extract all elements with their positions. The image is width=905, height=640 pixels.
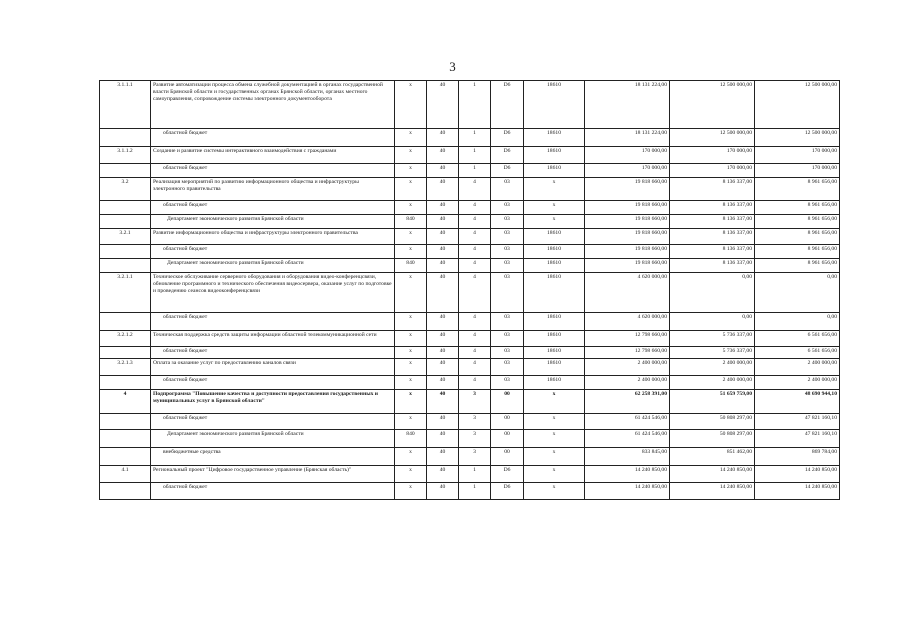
row-amount-year1: 19 818 660,00: [585, 178, 670, 201]
row-code: 3.2.1.3: [100, 359, 151, 376]
row-name: областной бюджет: [151, 129, 395, 147]
row-om: 00: [491, 414, 524, 430]
row-pp: 1: [459, 147, 491, 164]
row-name: областной бюджет: [151, 313, 395, 331]
row-name: Развитие автоматизации процесса обмена служебной документацией в органах государственной власти Брянской области и государственных органах Брянской области, органах местного самоуправления, сопровождение системы электронного документооборота: [151, 81, 395, 129]
row-amount-year3: 8 961 656,00: [755, 178, 840, 201]
row-code: [100, 215, 151, 229]
row-gp: 40: [427, 359, 459, 376]
row-name: Оплата за оказание услуг по предоставлению каналов связи: [151, 359, 395, 376]
table-row: [100, 259, 840, 273]
row-amount-year1: 61 424 546,00: [585, 414, 670, 430]
row-gp: 40: [427, 390, 459, 414]
row-gp: 40: [427, 466, 459, 483]
row-direction: 18610: [524, 273, 585, 313]
row-direction: 18610: [524, 81, 585, 129]
row-direction: 18610: [524, 331, 585, 347]
row-grbs: х: [395, 178, 427, 201]
row-gp: 40: [427, 215, 459, 229]
row-direction: х: [524, 414, 585, 430]
row-name: Региональный проект "Цифровое государственное управление (Брянская область)": [151, 466, 395, 483]
row-om: 03: [491, 359, 524, 376]
row-amount-year1: 170 000,00: [585, 164, 670, 178]
row-amount-year2: 8 136 337,00: [670, 229, 755, 245]
table-row: [100, 483, 840, 500]
row-pp: 4: [459, 215, 491, 229]
table-row: [100, 359, 840, 376]
row-gp: 40: [427, 448, 459, 466]
row-gp: 40: [427, 164, 459, 178]
row-pp: 4: [459, 376, 491, 390]
row-code: 3.2.1: [100, 229, 151, 245]
row-amount-year2: 170 000,00: [670, 147, 755, 164]
row-amount-year2: 50 808 297,00: [670, 430, 755, 448]
row-amount-year1: 12 798 660,00: [585, 347, 670, 359]
row-amount-year3: 48 690 944,10: [755, 390, 840, 414]
budget-table-body: [100, 81, 840, 500]
row-amount-year2: 8 136 337,00: [670, 215, 755, 229]
row-amount-year2: 851 462,00: [670, 448, 755, 466]
row-pp: 4: [459, 347, 491, 359]
row-om: 03: [491, 273, 524, 313]
row-direction: х: [524, 390, 585, 414]
row-amount-year1: 19 818 660,00: [585, 201, 670, 215]
row-amount-year3: 12 500 000,00: [755, 81, 840, 129]
table-row: [100, 164, 840, 178]
row-gp: 40: [427, 245, 459, 259]
row-amount-year1: 19 818 660,00: [585, 215, 670, 229]
row-grbs: х: [395, 347, 427, 359]
row-amount-year3: 14 240 850,00: [755, 483, 840, 500]
row-amount-year3: 6 561 656,00: [755, 347, 840, 359]
row-grbs: х: [395, 466, 427, 483]
row-amount-year1: 4 620 000,00: [585, 313, 670, 331]
row-direction: х: [524, 430, 585, 448]
row-name: областной бюджет: [151, 245, 395, 259]
row-amount-year2: 12 500 000,00: [670, 129, 755, 147]
row-amount-year2: 2 400 000,00: [670, 376, 755, 390]
row-amount-year1: 4 620 000,00: [585, 273, 670, 313]
row-amount-year2: 51 659 759,00: [670, 390, 755, 414]
row-code: [100, 347, 151, 359]
table-row: [100, 430, 840, 448]
row-om: 03: [491, 259, 524, 273]
row-direction: х: [524, 466, 585, 483]
row-code: [100, 483, 151, 500]
row-grbs: х: [395, 81, 427, 129]
row-amount-year1: 170 000,00: [585, 147, 670, 164]
row-direction: 18610: [524, 347, 585, 359]
table-row: [100, 376, 840, 390]
row-amount-year2: 8 136 337,00: [670, 245, 755, 259]
row-om: D6: [491, 147, 524, 164]
table-row: [100, 178, 840, 201]
row-amount-year3: 47 821 160,10: [755, 430, 840, 448]
row-grbs: 840: [395, 430, 427, 448]
row-amount-year3: 869 784,00: [755, 448, 840, 466]
row-amount-year3: 2 400 000,00: [755, 359, 840, 376]
row-pp: 4: [459, 201, 491, 215]
row-name: Департамент экономического развития Брянской области: [151, 259, 395, 273]
row-direction: 18610: [524, 245, 585, 259]
table-row: [100, 331, 840, 347]
row-amount-year3: 0,00: [755, 273, 840, 313]
row-pp: 4: [459, 313, 491, 331]
table-row: [100, 215, 840, 229]
row-amount-year3: 47 821 160,10: [755, 414, 840, 430]
budget-table: [99, 80, 840, 500]
row-grbs: х: [395, 229, 427, 245]
row-pp: 4: [459, 229, 491, 245]
table-row: [100, 147, 840, 164]
row-gp: 40: [427, 273, 459, 313]
row-name: областной бюджет: [151, 414, 395, 430]
row-amount-year1: 2 400 000,00: [585, 376, 670, 390]
row-pp: 1: [459, 466, 491, 483]
row-name: Подпрограмма "Повышение качества и доступности предоставления государственных и муниципальных услуг в Брянской области": [151, 390, 395, 414]
row-amount-year3: 6 561 656,00: [755, 331, 840, 347]
row-grbs: х: [395, 313, 427, 331]
row-amount-year2: 5 736 337,00: [670, 331, 755, 347]
row-grbs: х: [395, 273, 427, 313]
row-grbs: х: [395, 164, 427, 178]
row-amount-year1: 18 131 224,00: [585, 129, 670, 147]
row-code: 3.2: [100, 178, 151, 201]
row-pp: 3: [459, 414, 491, 430]
row-direction: 18610: [524, 313, 585, 331]
row-amount-year1: 19 818 660,00: [585, 245, 670, 259]
row-om: 03: [491, 245, 524, 259]
row-om: D6: [491, 483, 524, 500]
row-direction: 18610: [524, 376, 585, 390]
table-row: [100, 201, 840, 215]
row-pp: 4: [459, 245, 491, 259]
row-name: Развитие информационного общества и инфраструктуры электронного правительства: [151, 229, 395, 245]
row-amount-year3: 170 000,00: [755, 164, 840, 178]
row-grbs: х: [395, 129, 427, 147]
row-om: 00: [491, 448, 524, 466]
row-direction: 18610: [524, 147, 585, 164]
row-om: D6: [491, 164, 524, 178]
row-name: Департамент экономического развития Брянской области: [151, 215, 395, 229]
row-amount-year2: 8 136 337,00: [670, 201, 755, 215]
row-code: [100, 448, 151, 466]
row-grbs: 840: [395, 259, 427, 273]
row-pp: 1: [459, 164, 491, 178]
row-amount-year1: 61 424 546,00: [585, 430, 670, 448]
row-code: [100, 129, 151, 147]
row-code: [100, 313, 151, 331]
row-gp: 40: [427, 229, 459, 245]
row-om: 03: [491, 313, 524, 331]
row-gp: 40: [427, 147, 459, 164]
table-row: [100, 313, 840, 331]
row-amount-year1: 19 818 660,00: [585, 229, 670, 245]
row-om: 03: [491, 178, 524, 201]
table-row: [100, 347, 840, 359]
row-om: D6: [491, 466, 524, 483]
row-amount-year2: 170 000,00: [670, 164, 755, 178]
row-code: 4: [100, 390, 151, 414]
row-direction: х: [524, 215, 585, 229]
row-gp: 40: [427, 201, 459, 215]
row-name: Реализация мероприятий по развитию информационного общества и инфраструктуры электронного правительства: [151, 178, 395, 201]
row-amount-year3: 8 961 656,00: [755, 245, 840, 259]
table-row: [100, 273, 840, 313]
row-code: 3.2.1.2: [100, 331, 151, 347]
row-amount-year1: 18 131 224,00: [585, 81, 670, 129]
row-name: Техническое обслуживание серверного оборудования и оборудования видео-конференцсвязи, обновление программного и технического обеспечения видеосервера, оказание услуг по подготовке и проведению сеансов видеоконференцсвязи: [151, 273, 395, 313]
row-om: 03: [491, 201, 524, 215]
row-name: областной бюджет: [151, 376, 395, 390]
row-pp: 3: [459, 448, 491, 466]
table-row: [100, 390, 840, 414]
row-grbs: х: [395, 201, 427, 215]
row-om: 03: [491, 331, 524, 347]
row-om: D6: [491, 81, 524, 129]
row-direction: х: [524, 201, 585, 215]
row-om: 03: [491, 229, 524, 245]
row-amount-year1: 19 818 660,00: [585, 259, 670, 273]
row-grbs: х: [395, 483, 427, 500]
row-amount-year3: 0,00: [755, 313, 840, 331]
row-gp: 40: [427, 81, 459, 129]
row-amount-year3: 8 961 656,00: [755, 259, 840, 273]
table-row: [100, 448, 840, 466]
row-pp: 4: [459, 273, 491, 313]
row-amount-year2: 50 808 297,00: [670, 414, 755, 430]
row-direction: 18610: [524, 359, 585, 376]
row-pp: 4: [459, 331, 491, 347]
row-amount-year2: 8 136 337,00: [670, 259, 755, 273]
row-amount-year2: 8 136 337,00: [670, 178, 755, 201]
row-name: областной бюджет: [151, 201, 395, 215]
page-number: 3: [449, 59, 456, 74]
row-grbs: х: [395, 414, 427, 430]
table-row: [100, 229, 840, 245]
row-pp: 1: [459, 129, 491, 147]
row-pp: 1: [459, 483, 491, 500]
row-code: [100, 164, 151, 178]
row-amount-year1: 62 258 391,00: [585, 390, 670, 414]
row-grbs: 840: [395, 215, 427, 229]
row-name: областной бюджет: [151, 483, 395, 500]
row-direction: 18610: [524, 129, 585, 147]
row-amount-year2: 14 240 850,00: [670, 466, 755, 483]
row-gp: 40: [427, 178, 459, 201]
row-code: 3.2.1.1: [100, 273, 151, 313]
row-amount-year2: 12 500 000,00: [670, 81, 755, 129]
row-code: [100, 259, 151, 273]
row-amount-year2: 14 240 850,00: [670, 483, 755, 500]
row-gp: 40: [427, 347, 459, 359]
row-code: [100, 245, 151, 259]
row-om: 03: [491, 376, 524, 390]
table-row: [100, 466, 840, 483]
row-name: областной бюджет: [151, 164, 395, 178]
row-name: Создание и развитие системы интерактивного взаимодействия с гражданами: [151, 147, 395, 164]
row-grbs: х: [395, 331, 427, 347]
row-amount-year1: 12 798 660,00: [585, 331, 670, 347]
row-grbs: х: [395, 147, 427, 164]
row-amount-year3: 8 961 656,00: [755, 229, 840, 245]
row-gp: 40: [427, 483, 459, 500]
row-gp: 40: [427, 331, 459, 347]
row-amount-year3: 170 000,00: [755, 147, 840, 164]
row-direction: 18610: [524, 164, 585, 178]
row-grbs: х: [395, 448, 427, 466]
row-gp: 40: [427, 430, 459, 448]
row-om: 00: [491, 430, 524, 448]
row-om: D6: [491, 129, 524, 147]
row-direction: х: [524, 178, 585, 201]
row-om: 03: [491, 347, 524, 359]
row-grbs: х: [395, 390, 427, 414]
row-grbs: х: [395, 245, 427, 259]
row-amount-year2: 2 400 000,00: [670, 359, 755, 376]
row-pp: 4: [459, 259, 491, 273]
row-gp: 40: [427, 414, 459, 430]
row-amount-year1: 14 240 850,00: [585, 483, 670, 500]
row-code: [100, 201, 151, 215]
row-pp: 3: [459, 430, 491, 448]
row-direction: х: [524, 448, 585, 466]
row-code: [100, 430, 151, 448]
row-name: Техническая поддержка средств защиты информации областной телекоммуникационной сети: [151, 331, 395, 347]
row-pp: 1: [459, 81, 491, 129]
row-om: 00: [491, 390, 524, 414]
row-name: Департамент экономического развития Брянской области: [151, 430, 395, 448]
row-grbs: х: [395, 359, 427, 376]
row-code: [100, 376, 151, 390]
row-amount-year2: 0,00: [670, 313, 755, 331]
table-row: [100, 129, 840, 147]
row-name: внебюджетные средства: [151, 448, 395, 466]
row-amount-year3: 8 961 656,00: [755, 215, 840, 229]
row-om: 03: [491, 215, 524, 229]
row-code: 4.1: [100, 466, 151, 483]
row-amount-year3: 8 961 656,00: [755, 201, 840, 215]
row-direction: х: [524, 483, 585, 500]
table-row: [100, 245, 840, 259]
row-amount-year2: 5 736 337,00: [670, 347, 755, 359]
row-direction: 18610: [524, 229, 585, 245]
row-code: [100, 414, 151, 430]
row-pp: 4: [459, 359, 491, 376]
row-amount-year3: 14 240 850,00: [755, 466, 840, 483]
row-gp: 40: [427, 259, 459, 273]
table-row: [100, 81, 840, 129]
row-amount-year2: 0,00: [670, 273, 755, 313]
row-amount-year3: 2 400 000,00: [755, 376, 840, 390]
table-row: [100, 414, 840, 430]
row-amount-year3: 12 500 000,00: [755, 129, 840, 147]
row-pp: 4: [459, 178, 491, 201]
row-code: 3.1.1.1: [100, 81, 151, 129]
row-amount-year1: 833 845,00: [585, 448, 670, 466]
row-amount-year1: 14 240 850,00: [585, 466, 670, 483]
row-gp: 40: [427, 376, 459, 390]
row-gp: 40: [427, 129, 459, 147]
row-name: областной бюджет: [151, 347, 395, 359]
row-grbs: х: [395, 376, 427, 390]
row-amount-year1: 2 400 000,00: [585, 359, 670, 376]
row-direction: 18610: [524, 259, 585, 273]
row-pp: 3: [459, 390, 491, 414]
row-gp: 40: [427, 313, 459, 331]
row-code: 3.1.1.2: [100, 147, 151, 164]
